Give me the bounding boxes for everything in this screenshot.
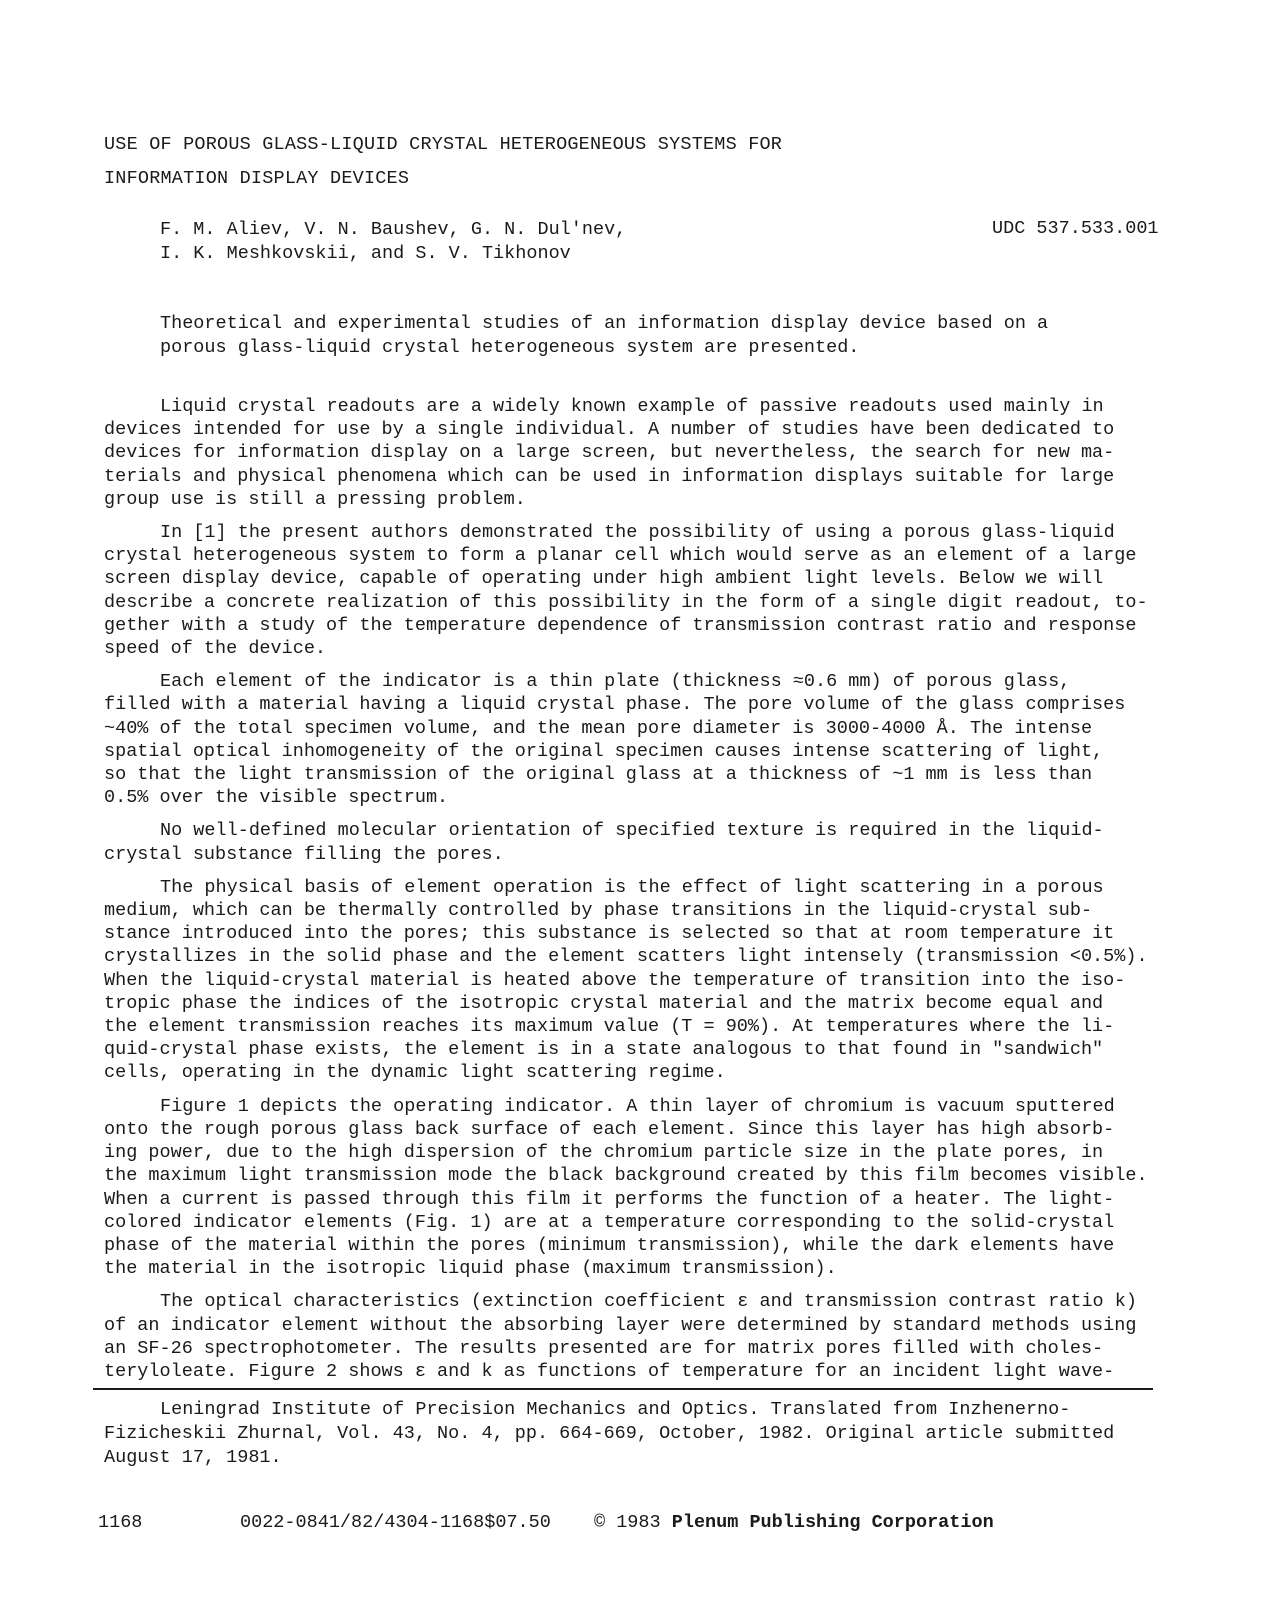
- text-line: spatial optical inhomogeneity of the original specimen causes intense scattering of light,: [104, 740, 1104, 762]
- text-line: filled with a material having a liquid crystal phase. The pore volume of the glass comprises: [104, 694, 1126, 716]
- text-line: the material in the isotropic liquid phase (maximum transmission).: [104, 1258, 837, 1280]
- text-line: The physical basis of element operation is the effect of light scattering in a porous: [160, 876, 1104, 898]
- text-line: onto the rough porous glass back surface of each element. Since this layer has high absorb-: [104, 1118, 1115, 1140]
- footnote-line: Fizicheskii Zhurnal, Vol. 43, No. 4, pp. 664-669, October, 1982. Original article submitted: [104, 1423, 1115, 1444]
- text-line: devices intended for use by a single individual. A number of studies have been dedicated to: [104, 419, 1115, 441]
- copyright-year: © 1983: [594, 1512, 661, 1533]
- abstract: [160, 312, 1160, 360]
- footnote-line: Leningrad Institute of Precision Mechanics and Optics. Translated from Inzhenerno-: [160, 1399, 1071, 1420]
- text-line: devices for information display on a large screen, but nevertheless, the search for new ma-: [104, 442, 1115, 464]
- paragraph-6: [104, 1095, 1174, 1281]
- text-line: Each element of the indicator is a thin plate (thickness ≈0.6 mm) of porous glass,: [160, 671, 1071, 693]
- abstract-line: Theoretical and experimental studies of an information display device based on a: [160, 313, 1049, 334]
- paragraph-7: [104, 1290, 1174, 1383]
- text-line: describe a concrete realization of this possibility in the form of a single digit readout, to-: [104, 591, 1148, 613]
- text-line: so that the light transmission of the original glass at a thickness of ~1 mm is less than: [104, 764, 1093, 786]
- text-line: colored indicator elements (Fig. 1) are at a temperature corresponding to the solid-crystal: [104, 1211, 1115, 1233]
- text-line: the maximum light transmission mode the black background created by this film becomes visible.: [104, 1165, 1148, 1187]
- article-title-line-2: INFORMATION DISPLAY DEVICES: [104, 168, 410, 189]
- text-line: an SF-26 spectrophotometer. The results presented are for matrix pores filled with choles-: [104, 1337, 1104, 1359]
- text-line: The optical characteristics (extinction coefficient ε and transmission contrast ratio k): [160, 1291, 1137, 1313]
- text-line: quid-crystal phase exists, the element is in a state analogous to that found in "sandwich": [104, 1039, 1104, 1061]
- paragraph-5: [104, 876, 1174, 1085]
- text-line: crystallizes in the solid phase and the element scatters light intensely (transmission <0.5%).: [104, 946, 1148, 968]
- paragraph-1: [104, 395, 1174, 511]
- text-line: ing power, due to the high dispersion of the chromium particle size in the plate pores, in: [104, 1142, 1104, 1164]
- author-line: F. M. Aliev, V. N. Baushev, G. N. Dul'nev,: [160, 219, 627, 240]
- udc-code: UDC 537.533.001: [992, 218, 1159, 239]
- text-line: 0.5% over the visible spectrum.: [104, 787, 449, 809]
- text-line: of an indicator element without the absorbing layer were determined by standard methods using: [104, 1314, 1137, 1336]
- body-text: [104, 395, 1174, 1393]
- text-line: ~40% of the total specimen volume, and the mean pore diameter is 3000-4000 Å. The intense: [104, 717, 1093, 739]
- text-line: In [1] the present authors demonstrated the possibility of using a porous glass-liquid: [160, 522, 1115, 544]
- text-line: group use is still a pressing problem.: [104, 488, 526, 510]
- footnote-line: August 17, 1981.: [104, 1447, 282, 1468]
- page-footer: [0, 1512, 1261, 1538]
- page-number: 1168: [98, 1512, 143, 1533]
- publisher-name: Plenum Publishing Corporation: [671, 1512, 994, 1533]
- paragraph-2: [104, 521, 1174, 660]
- paragraph-3: [104, 670, 1174, 809]
- article-title-line-1: USE OF POROUS GLASS-LIQUID CRYSTAL HETEROGENEOUS SYSTEMS FOR: [104, 134, 783, 155]
- footnote: [104, 1398, 1114, 1470]
- text-line: When the liquid-crystal material is heated above the temperature of transition into the iso-: [104, 969, 1126, 991]
- text-line: No well-defined molecular orientation of specified texture is required in the liquid-: [160, 820, 1104, 842]
- text-line: When a current is passed through this film it performs the function of a heater. The light-: [104, 1188, 1115, 1210]
- copyright: [594, 1512, 994, 1533]
- text-line: stance introduced into the pores; this substance is selected so that at room temperature it: [104, 923, 1115, 945]
- text-line: crystal heterogeneous system to form a planar cell which would serve as an element of a large: [104, 545, 1137, 567]
- article-code: 0022-0841/82/4304-1168$07.50: [240, 1512, 551, 1533]
- text-line: cells, operating in the dynamic light scattering regime.: [104, 1062, 726, 1084]
- text-line: terials and physical phenomena which can be used in information displays suitable for large: [104, 465, 1115, 487]
- footnote-divider: [93, 1388, 1153, 1390]
- abstract-line: porous glass-liquid crystal heterogeneous system are presented.: [160, 337, 860, 358]
- text-line: phase of the material within the pores (minimum transmission), while the dark elements have: [104, 1234, 1115, 1256]
- text-line: the element transmission reaches its maximum value (T = 90%). At temperatures where the li-: [104, 1016, 1115, 1038]
- text-line: Liquid crystal readouts are a widely known example of passive readouts used mainly in: [160, 396, 1104, 417]
- text-line: screen display device, capable of operating under high ambient light levels. Below we will: [104, 568, 1104, 590]
- text-line: gether with a study of the temperature dependence of transmission contrast ratio and response: [104, 614, 1137, 636]
- text-line: medium, which can be thermally controlled by phase transitions in the liquid-crystal sub-: [104, 900, 1093, 922]
- text-line: tropic phase the indices of the isotropic crystal material and the matrix become equal and: [104, 992, 1104, 1014]
- author-list: [160, 218, 626, 266]
- text-line: speed of the device.: [104, 638, 327, 660]
- text-line: teryloleate. Figure 2 shows ε and k as functions of temperature for an incident light wave-: [104, 1360, 1115, 1382]
- text-line: Figure 1 depicts the operating indicator. A thin layer of chromium is vacuum sputtered: [160, 1095, 1115, 1117]
- paragraph-4: [104, 819, 1174, 865]
- author-line: I. K. Meshkovskii, and S. V. Tikhonov: [160, 243, 571, 264]
- text-line: crystal substance filling the pores.: [104, 843, 504, 865]
